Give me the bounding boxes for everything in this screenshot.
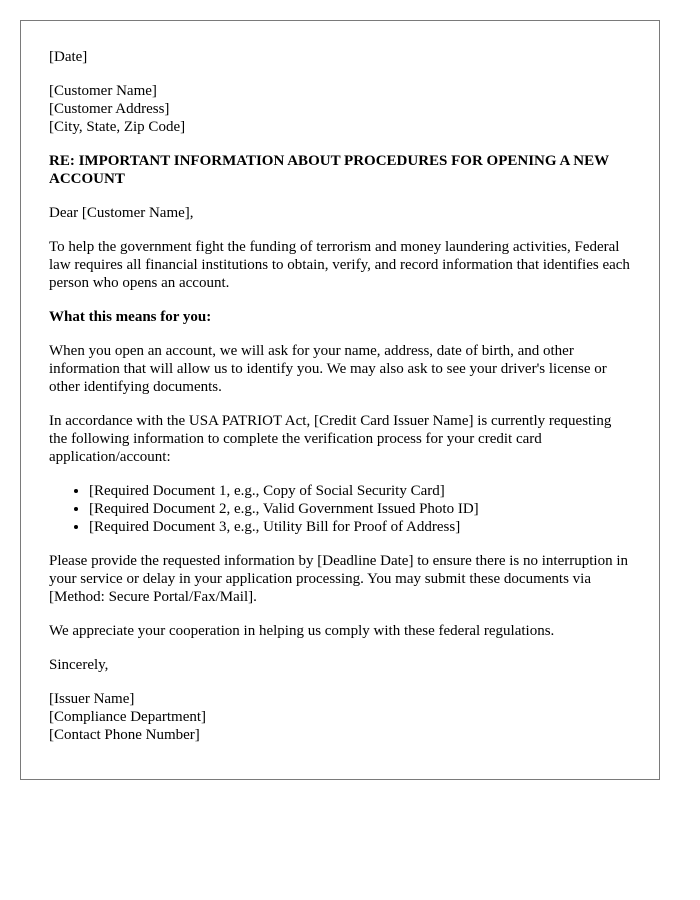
- appreciation-paragraph: We appreciate your cooperation in helping us comply with these federal regulations.: [49, 623, 555, 639]
- required-document-item: • [Required Document 2, e.g., Valid Government Issued Photo ID]: [89, 500, 631, 518]
- signature-issuer: [Issuer Name]: [49, 691, 135, 707]
- required-documents-list: [49, 482, 631, 536]
- signature-block: [49, 690, 631, 744]
- signature-department: [Compliance Department]: [49, 709, 207, 725]
- recipient-address-block: [49, 82, 631, 136]
- letter-date: [Date]: [49, 49, 88, 65]
- recipient-name: [Customer Name]: [49, 83, 157, 99]
- salutation: Dear [Customer Name],: [49, 205, 194, 221]
- section-body-paragraph: When you open an account, we will ask for your name, address, date of birth, and other information that will allow us to identify you. We may also ask to see your driver's license or other identifying documents.: [49, 343, 607, 395]
- required-document-item: • [Required Document 1, e.g., Copy of Social Security Card]: [89, 482, 631, 500]
- deadline-paragraph: Please provide the requested information by [Deadline Date] to ensure there is no interruption in your service or delay in your application processing. You may submit these documents via [Method: Secure Portal/Fax/Mail].: [49, 553, 628, 605]
- closing: Sincerely,: [49, 657, 109, 673]
- signature-phone: [Contact Phone Number]: [49, 727, 200, 743]
- recipient-address: [Customer Address]: [49, 101, 170, 117]
- request-paragraph: In accordance with the USA PATRIOT Act, [Credit Card Issuer Name] is currently requesting the following information to complete the verification process for your credit card application/account:: [49, 413, 612, 465]
- section-heading: What this means for you:: [49, 309, 212, 325]
- intro-paragraph: To help the government fight the funding of terrorism and money laundering activities, Federal law requires all financial institutions to obtain, verify, and record information that identifies each person who opens an account.: [49, 239, 630, 291]
- letter-document: [20, 20, 660, 780]
- letter-subject: RE: IMPORTANT INFORMATION ABOUT PROCEDURES FOR OPENING A NEW ACCOUNT: [49, 153, 609, 187]
- recipient-city-state-zip: [City, State, Zip Code]: [49, 119, 186, 135]
- required-document-item: • [Required Document 3, e.g., Utility Bill for Proof of Address]: [89, 518, 631, 536]
